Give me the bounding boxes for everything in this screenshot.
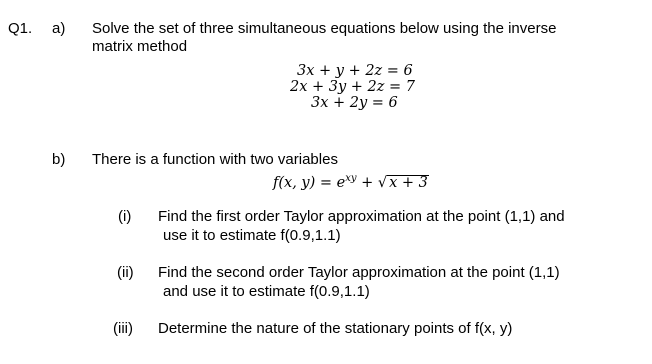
- subpart-ii-line1: Find the second order Taylor approximation at the point (1,1): [158, 264, 560, 281]
- function-exponent: xy: [345, 173, 357, 184]
- subpart-iii-label: (iii): [113, 320, 133, 337]
- part-a-label: a): [52, 20, 66, 37]
- part-b-intro: There is a function with two variables: [92, 151, 338, 168]
- subpart-i-line2: use it to estimate f(0.9,1.1): [163, 227, 341, 244]
- subpart-i-line1: Find the first order Taylor approximation at the point (1,1) and: [158, 208, 565, 225]
- subpart-iii-line1: Determine the nature of the stationary points of f(x, y): [158, 320, 513, 337]
- equation-2: 2x + 3y + 2z = 7: [290, 79, 416, 95]
- equation-3: 3x + 2y = 6: [311, 95, 398, 111]
- equation-1: 3x + y + 2z = 6: [297, 63, 413, 79]
- function-plus-sqrt: + √: [356, 174, 388, 191]
- part-a-text-line1: Solve the set of three simultaneous equations below using the inverse: [92, 20, 557, 37]
- function-radicand: x + 3: [389, 174, 428, 191]
- part-b-label: b): [52, 151, 66, 168]
- subpart-ii-label: (ii): [117, 264, 134, 281]
- subpart-i-label: (i): [118, 208, 132, 225]
- function-expression: [273, 170, 429, 192]
- question-number: Q1.: [8, 20, 33, 37]
- function-lhs: f(x, y) = e: [273, 174, 346, 191]
- part-a-text-line2: matrix method: [92, 38, 188, 55]
- subpart-ii-line2: and use it to estimate f(0.9,1.1): [163, 283, 370, 300]
